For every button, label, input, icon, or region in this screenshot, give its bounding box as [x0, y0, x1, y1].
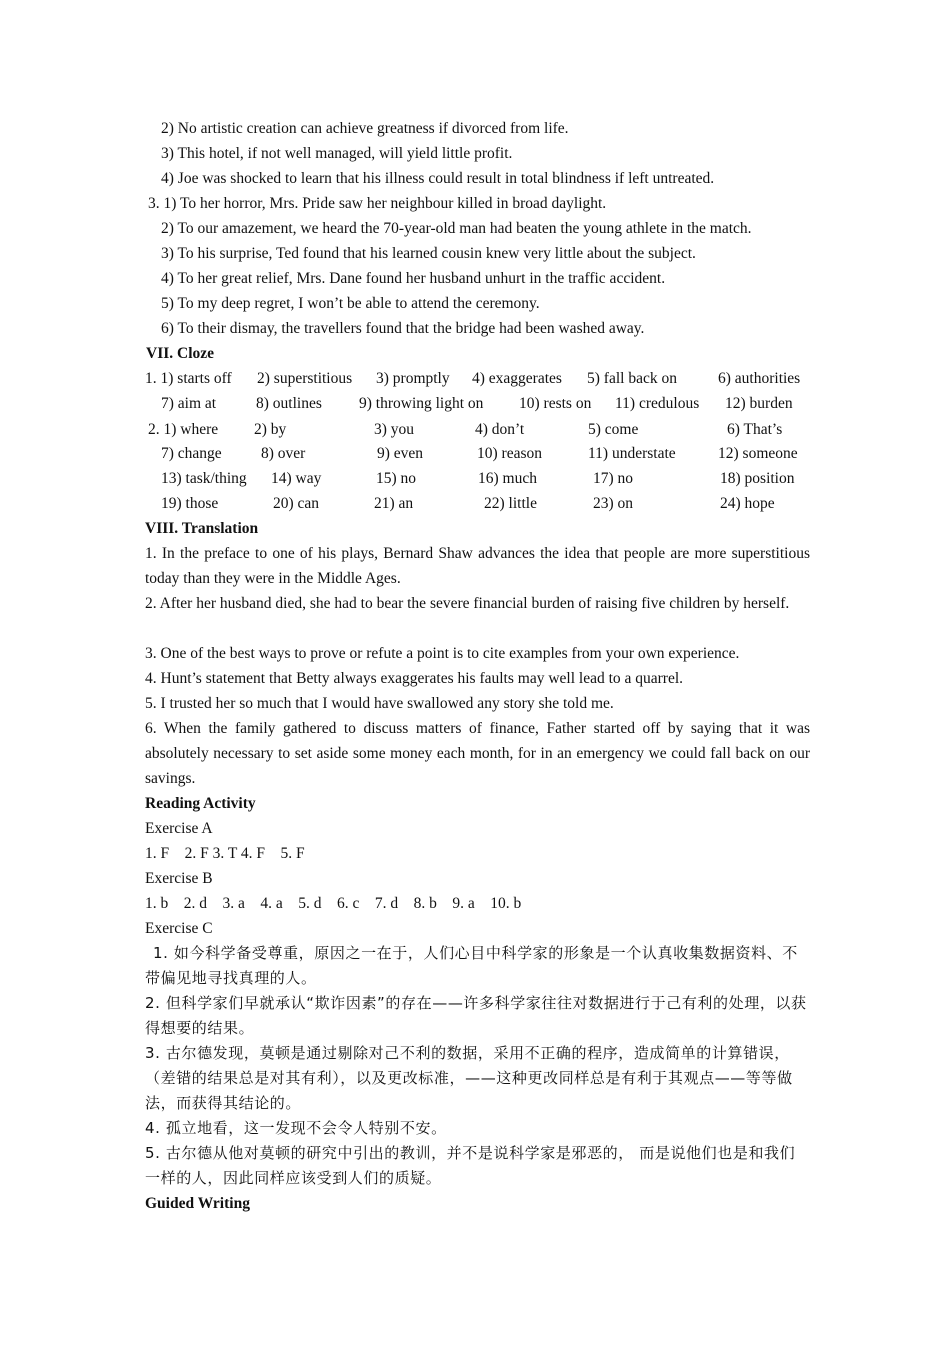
cloze-answer: 7) aim at: [161, 395, 217, 412]
cloze-answer: 21) an: [374, 495, 414, 512]
cloze-answer: 23) on: [593, 495, 634, 512]
translation-item: 2. After her husband died, she had to bear the severe financial burden of raising five children by herself.: [145, 595, 790, 612]
cloze-answer: 20) can: [273, 495, 320, 512]
answer-line: 4) Joe was shocked to learn that his illness could result in total blindness if left untreated.: [161, 170, 715, 187]
cloze-answer: 2. 1) where: [148, 421, 219, 438]
cloze-answer: 8) outlines: [256, 395, 322, 412]
exercise-c-item: 1. 如今科学备受尊重，原因之一在于，人们心目中科学家的形象是一个认真收集数据资料、不带偏见地寻找真理的人。: [145, 944, 798, 987]
cloze-answer: 9) throwing light on: [359, 395, 484, 412]
answer-line: 2) No artistic creation can achieve greatness if divorced from life.: [161, 120, 569, 137]
translation-item: 6. When the family gathered to discuss matters of finance, Father started off by saying that it was absolutely necessary to set aside some money each month, for in an emergency we could fall back on our savings.: [145, 720, 810, 787]
cloze-answer: 15) no: [376, 470, 417, 487]
cloze-answer: 11) credulous: [615, 395, 700, 412]
exercise-c-item: 2. 但科学家们早就承认“欺诈因素”的存在——许多科学家往往对数据进行于己有利的处理，以获得想要的结果。: [145, 994, 807, 1037]
cloze-answer: 8) over: [261, 445, 306, 462]
cloze-answer: 7) change: [161, 445, 222, 462]
reading-activity-heading: Reading Activity: [145, 795, 256, 812]
exercise-c-label: Exercise C: [145, 920, 213, 937]
cloze-answer: 14) way: [271, 470, 322, 487]
translation-item: 3. One of the best ways to prove or refute a point is to cite examples from your own experience.: [145, 645, 740, 662]
cloze-answer: 6) authorities: [718, 370, 801, 387]
cloze-answer: 16) much: [478, 470, 537, 487]
cloze-answer: 11) understate: [588, 445, 676, 462]
cloze-answer: 12) burden: [725, 395, 793, 412]
answer-line: 2) To our amazement, we heard the 70-year-old man had beaten the young athlete in the match.: [161, 220, 752, 237]
translation-item: 4. Hunt’s statement that Betty always exaggerates his faults may well lead to a quarrel.: [145, 670, 684, 687]
answer-line: 3. 1) To her horror, Mrs. Pride saw her neighbour killed in broad daylight.: [148, 195, 607, 212]
cloze-answer: 3) promptly: [376, 370, 450, 387]
answer-line: 4) To her great relief, Mrs. Dane found her husband unhurt in the traffic accident.: [161, 270, 666, 287]
exercise-c-item: 3. 古尔德发现，莫顿是通过剔除对己不利的数据，采用不正确的程序，造成简单的计算错误，（差错的结果总是对其有利），以及更改标准，——这种更改同样总是有利于其观点——等等做法，而获得其结论的。: [145, 1044, 793, 1112]
exercise-c-item: 4. 孤立地看，这一发现不会令人特别不安。: [145, 1119, 447, 1137]
cloze-answer: 3) you: [374, 421, 415, 438]
cloze-heading: VII. Cloze: [146, 345, 215, 362]
guided-writing-heading: Guided Writing: [145, 1195, 250, 1212]
cloze-answer: 5) come: [588, 421, 639, 438]
exercise-b-label: Exercise B: [145, 870, 213, 887]
cloze-answer: 22) little: [484, 495, 537, 512]
translation-item: 5. I trusted her so much that I would have swallowed any story she told me.: [145, 695, 614, 712]
exercise-c-item: 5. 古尔德从他对莫顿的研究中引出的教训，并不是说科学家是邪恶的， 而是说他们也是和我们一样的人，因此同样应该受到人们的质疑。: [145, 1144, 796, 1187]
cloze-answer: 9) even: [377, 445, 424, 462]
cloze-answer: 1. 1) starts off: [145, 370, 232, 387]
cloze-answer: 4) don’t: [475, 421, 525, 438]
cloze-answer: 18) position: [720, 470, 795, 487]
translation-item: 1. In the preface to one of his plays, Bernard Shaw advances the idea that people are more superstitious today than they were in the Middle Ages.: [145, 545, 810, 587]
translation-heading: VIII. Translation: [145, 520, 259, 537]
cloze-answer: 10) rests on: [519, 395, 592, 412]
cloze-answer: 13) task/thing: [161, 470, 247, 487]
cloze-answer: 24) hope: [720, 495, 775, 512]
cloze-answer: 10) reason: [477, 445, 542, 462]
exercise-a-label: Exercise A: [145, 820, 213, 837]
answer-line: 6) To their dismay, the travellers found that the bridge had been washed away.: [161, 320, 645, 337]
cloze-answer: 4) exaggerates: [472, 370, 562, 387]
exercise-a-answers: 1. F 2. F 3. T 4. F 5. F: [145, 845, 305, 862]
cloze-answer: 2) superstitious: [257, 370, 353, 387]
cloze-answer: 17) no: [593, 470, 634, 487]
answer-line: 3) To his surprise, Ted found that his learned cousin knew very little about the subject.: [161, 245, 696, 262]
answer-line: 5) To my deep regret, I won’t be able to attend the ceremony.: [161, 295, 540, 312]
exercise-b-answers: 1. b 2. d 3. a 4. a 5. d 6. c 7. d 8. b 9. a 10. b: [145, 895, 522, 912]
cloze-answer: 2) by: [254, 421, 287, 438]
cloze-answer: 5) fall back on: [587, 370, 677, 387]
cloze-answer: 12) someone: [718, 445, 798, 462]
answer-line: 3) This hotel, if not well managed, will yield little profit.: [161, 145, 513, 162]
cloze-answer: 6) That’s: [727, 421, 783, 438]
cloze-answer: 19) those: [161, 495, 219, 512]
